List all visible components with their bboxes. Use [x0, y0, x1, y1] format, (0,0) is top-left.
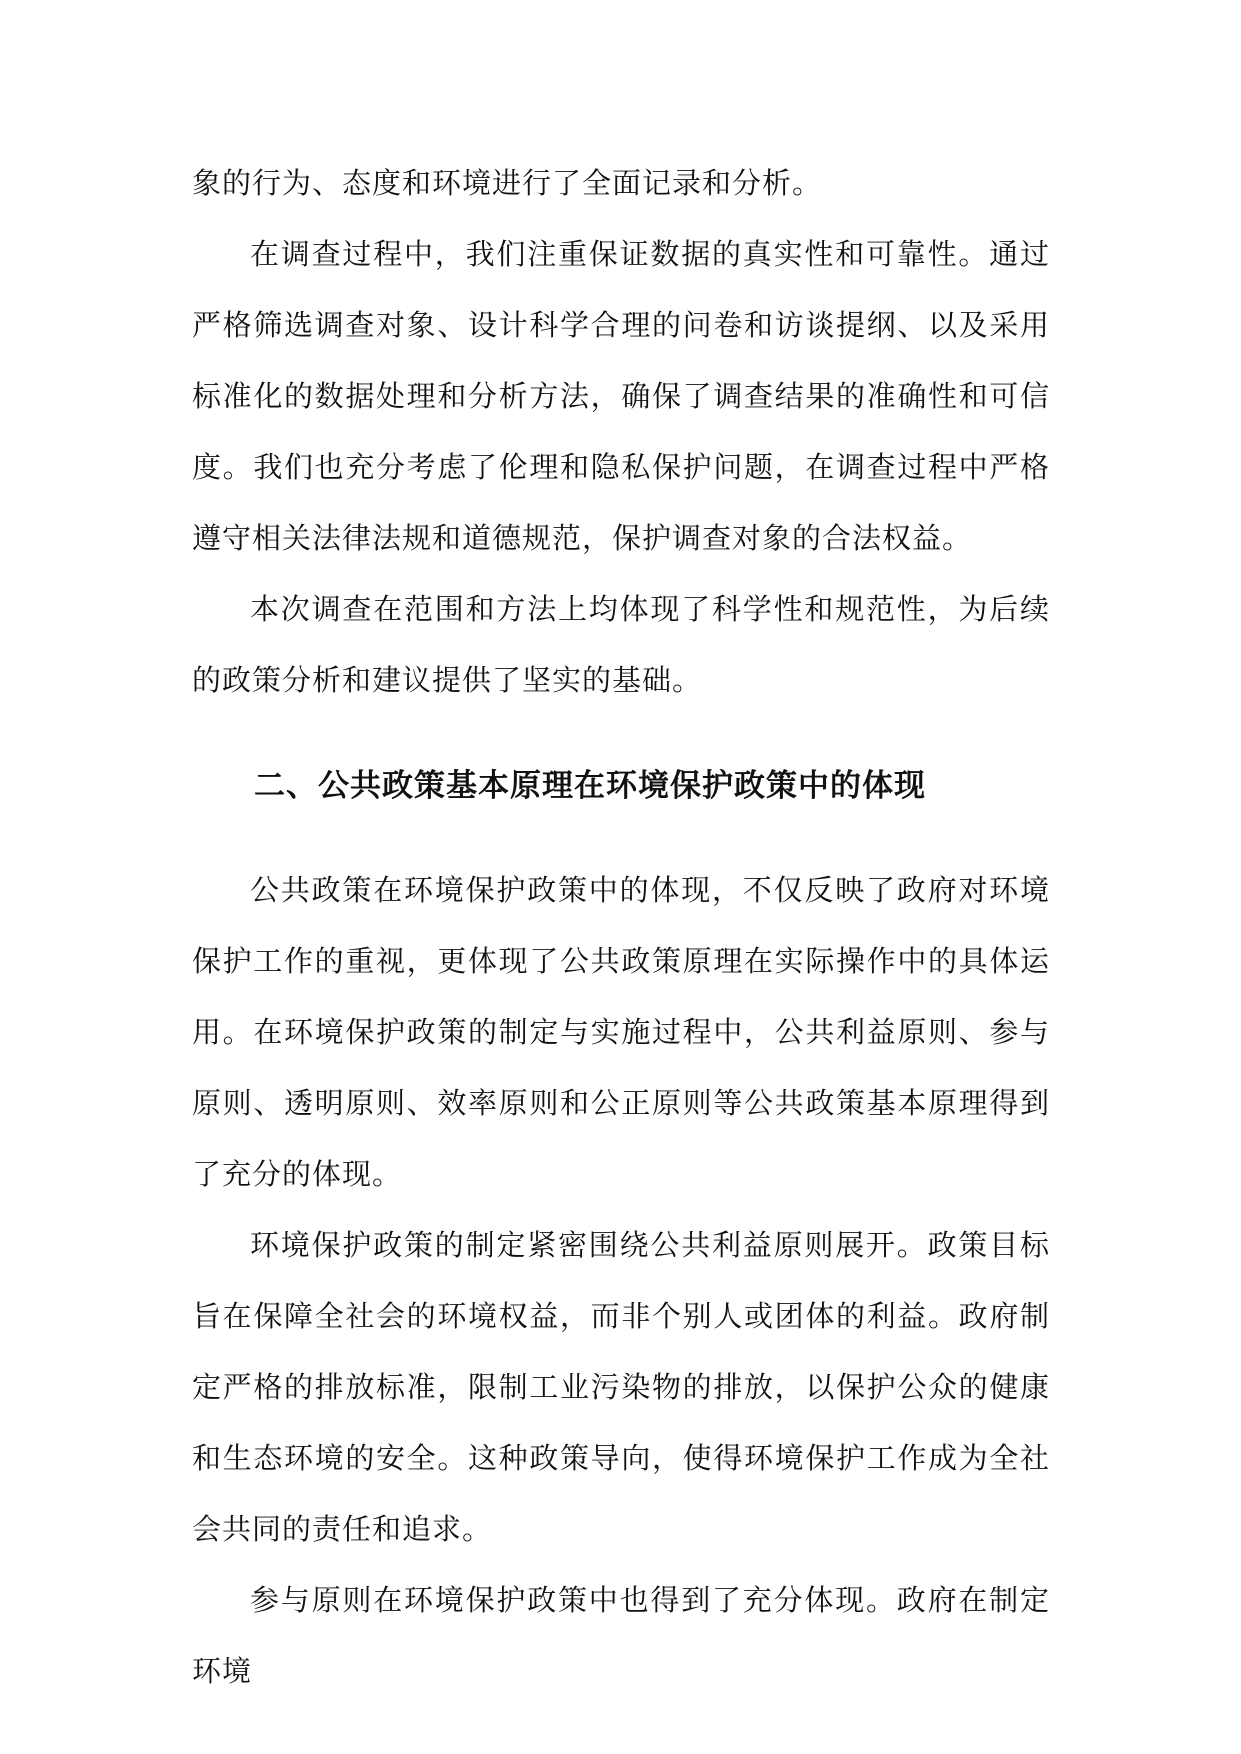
section-heading: 二、公共政策基本原理在环境保护政策中的体现 — [254, 768, 926, 804]
paragraph-participation: 参与原则在环境保护政策中也得到了充分体现。政府在制定环境 — [192, 1583, 1050, 1688]
paragraph-policy-principles: 公共政策在环境保护政策中的体现，不仅反映了政府对环境保护工作的重视，更体现了公共政策原理在实际操作中的具体运用。在环境保护政策的制定与实施过程中，公共利益原则、参与原则、透明原则、效率原则和公正原则等公共政策基本原理得到了充分的体现。 — [192, 873, 1050, 1191]
paragraph-public-interest: 环境保护政策的制定紧密围绕公共利益原则展开。政策目标旨在保障全社会的环境权益，而非个别人或团体的利益。政府制定严格的排放标准，限制工业污染物的排放，以保护公众的健康和生态环境的安全。这种政策导向，使得环境保护工作成为全社会共同的责任和追求。 — [192, 1228, 1050, 1546]
paragraph-continuation: 象的行为、态度和环境进行了全面记录和分析。 — [192, 166, 823, 200]
paragraph-survey-summary: 本次调查在范围和方法上均体现了科学性和规范性，为后续的政策分析和建议提供了坚实的基础。 — [192, 592, 1050, 697]
paragraph-survey-reliability: 在调查过程中，我们注重保证数据的真实性和可靠性。通过严格筛选调查对象、设计科学合理的问卷和访谈提纲、以及采用标准化的数据处理和分析方法，确保了调查结果的准确性和可信度。我们也充分考虑了伦理和隐私保护问题，在调查过程中严格遵守相关法律法规和道德规范，保护调查对象的合法权益。 — [192, 237, 1050, 555]
document-body — [192, 148, 1050, 1707]
